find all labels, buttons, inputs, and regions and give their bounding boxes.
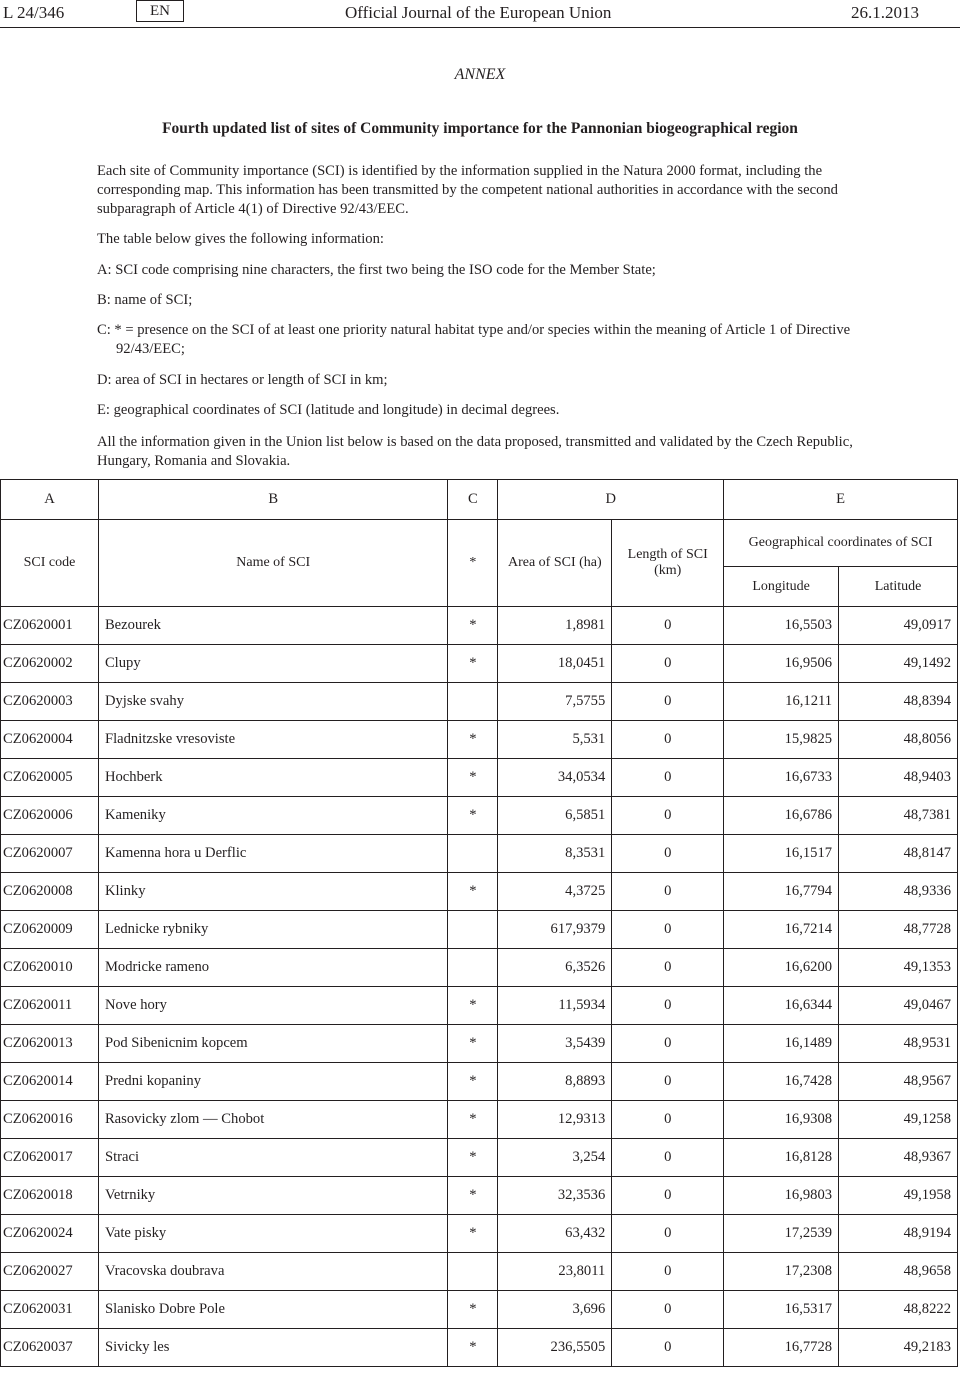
table-row: [1, 911, 958, 949]
sci-name: Predni kopaniny: [98, 1063, 447, 1101]
sci-name: Bezourek: [98, 607, 447, 645]
priority-marker: *: [448, 1291, 498, 1329]
table-row: [1, 607, 958, 645]
table-row: [1, 1329, 958, 1367]
header-length: Length of SCI (km): [612, 520, 724, 607]
sci-name: Fladnitzske vresoviste: [98, 721, 447, 759]
length-km: 0: [612, 683, 724, 721]
column-letter-b: B: [98, 480, 447, 520]
area-ha: 5,531: [498, 721, 612, 759]
longitude: 16,7794: [724, 873, 839, 911]
area-ha: 3,5439: [498, 1025, 612, 1063]
priority-marker: *: [448, 797, 498, 835]
sci-name: Rasovicky zlom — Chobot: [98, 1101, 447, 1139]
longitude: 16,5503: [724, 607, 839, 645]
table-row: [1, 1215, 958, 1253]
priority-marker: *: [448, 721, 498, 759]
length-km: 0: [612, 949, 724, 987]
priority-marker: *: [448, 873, 498, 911]
journal-reference: L 24/346: [3, 3, 65, 22]
header-sci-name: Name of SCI: [98, 520, 447, 607]
header-rule: [0, 27, 960, 28]
sci-name: Dyjske svahy: [98, 683, 447, 721]
sci-code: CZ0620037: [1, 1329, 99, 1367]
sci-name: Modricke rameno: [98, 949, 447, 987]
sci-name: Sivicky les: [98, 1329, 447, 1367]
priority-marker: *: [448, 645, 498, 683]
latitude: 48,8222: [839, 1291, 958, 1329]
length-km: 0: [612, 1101, 724, 1139]
priority-marker: *: [448, 1329, 498, 1367]
header-sci-code: SCI code: [1, 520, 99, 607]
longitude: 16,6786: [724, 797, 839, 835]
area-ha: 3,254: [498, 1139, 612, 1177]
document-title: Fourth updated list of sites of Community importance for the Pannonian biogeographical region: [162, 120, 798, 137]
sci-table: [0, 479, 958, 1367]
longitude: 16,6733: [724, 759, 839, 797]
area-ha: 6,3526: [498, 949, 612, 987]
sci-code: CZ0620008: [1, 873, 99, 911]
length-km: 0: [612, 645, 724, 683]
latitude: 48,9531: [839, 1025, 958, 1063]
priority-marker: *: [448, 607, 498, 645]
longitude: 16,1517: [724, 835, 839, 873]
sci-name: Slanisko Dobre Pole: [98, 1291, 447, 1329]
longitude: 15,9825: [724, 721, 839, 759]
length-km: 0: [612, 759, 724, 797]
table-row: [1, 1063, 958, 1101]
length-km: 0: [612, 1329, 724, 1367]
latitude: 49,2183: [839, 1329, 958, 1367]
sci-code: CZ0620027: [1, 1253, 99, 1291]
longitude: 16,6200: [724, 949, 839, 987]
latitude: 48,8056: [839, 721, 958, 759]
area-ha: 8,3531: [498, 835, 612, 873]
length-km: 0: [612, 797, 724, 835]
latitude: 49,0467: [839, 987, 958, 1025]
priority-marker: *: [448, 1215, 498, 1253]
area-ha: 4,3725: [498, 873, 612, 911]
table-intro-paragraph: The table below gives the following information:: [97, 231, 384, 247]
table-row: [1, 987, 958, 1025]
length-km: 0: [612, 1177, 724, 1215]
legend-item-c: C: * = presence on the SCI of at least one priority natural habitat type and/or species within the meaning of Article 1 of Directive 92/43/EEC;: [97, 322, 851, 357]
sci-code: CZ0620003: [1, 683, 99, 721]
latitude: 48,9194: [839, 1215, 958, 1253]
table-row: [1, 873, 958, 911]
length-km: 0: [612, 1291, 724, 1329]
latitude: 48,9403: [839, 759, 958, 797]
annex-label: ANNEX: [454, 66, 506, 83]
column-header-row: [1, 520, 958, 567]
sci-name: Hochberk: [98, 759, 447, 797]
area-ha: 63,432: [498, 1215, 612, 1253]
table-row: [1, 645, 958, 683]
sci-name: Vracovska doubrava: [98, 1253, 447, 1291]
sci-code: CZ0620006: [1, 797, 99, 835]
longitude: 16,7214: [724, 911, 839, 949]
priority-marker: *: [448, 759, 498, 797]
column-letter-d: D: [498, 480, 724, 520]
sci-code: CZ0620002: [1, 645, 99, 683]
sci-code: CZ0620005: [1, 759, 99, 797]
table-row: [1, 683, 958, 721]
priority-marker: [448, 949, 498, 987]
sci-code: CZ0620011: [1, 987, 99, 1025]
header-coordinates: Geographical coordinates of SCI: [724, 520, 958, 567]
table-row: [1, 1139, 958, 1177]
length-km: 0: [612, 1063, 724, 1101]
area-ha: 236,5505: [498, 1329, 612, 1367]
table-row: [1, 1291, 958, 1329]
area-ha: 23,8011: [498, 1253, 612, 1291]
length-km: 0: [612, 873, 724, 911]
header-priority: *: [448, 520, 498, 607]
priority-marker: [448, 683, 498, 721]
latitude: 48,8394: [839, 683, 958, 721]
priority-marker: *: [448, 1101, 498, 1139]
area-ha: 617,9379: [498, 911, 612, 949]
area-ha: 7,5755: [498, 683, 612, 721]
column-letter-e: E: [724, 480, 958, 520]
length-km: 0: [612, 1253, 724, 1291]
sci-code: CZ0620017: [1, 1139, 99, 1177]
priority-marker: *: [448, 987, 498, 1025]
legend-item-a: A: SCI code comprising nine characters, the first two being the ISO code for the Member State;: [97, 262, 656, 278]
sci-code: CZ0620001: [1, 607, 99, 645]
latitude: 49,1353: [839, 949, 958, 987]
priority-marker: [448, 1253, 498, 1291]
length-km: 0: [612, 987, 724, 1025]
longitude: 16,9506: [724, 645, 839, 683]
latitude: 49,1258: [839, 1101, 958, 1139]
table-row: [1, 949, 958, 987]
table-row: [1, 721, 958, 759]
area-ha: 18,0451: [498, 645, 612, 683]
sci-name: Vetrniky: [98, 1177, 447, 1215]
sci-code: CZ0620013: [1, 1025, 99, 1063]
length-km: 0: [612, 1025, 724, 1063]
latitude: 48,9367: [839, 1139, 958, 1177]
header-area: Area of SCI (ha): [498, 520, 612, 607]
longitude: 16,7428: [724, 1063, 839, 1101]
priority-marker: *: [448, 1063, 498, 1101]
sci-code: CZ0620014: [1, 1063, 99, 1101]
page-header: [0, 0, 960, 28]
legend-item-e: E: geographical coordinates of SCI (latitude and longitude) in decimal degrees.: [97, 402, 560, 418]
priority-marker: *: [448, 1025, 498, 1063]
table-row: [1, 1025, 958, 1063]
longitude: 16,8128: [724, 1139, 839, 1177]
latitude: 48,9658: [839, 1253, 958, 1291]
sci-code: CZ0620010: [1, 949, 99, 987]
language-badge: EN: [136, 0, 184, 22]
longitude: 16,5317: [724, 1291, 839, 1329]
table-row: [1, 835, 958, 873]
length-km: 0: [612, 721, 724, 759]
latitude: 48,7381: [839, 797, 958, 835]
sci-name: Klinky: [98, 873, 447, 911]
sci-code: CZ0620009: [1, 911, 99, 949]
table-row: [1, 1101, 958, 1139]
latitude: 48,7728: [839, 911, 958, 949]
table-row: [1, 1253, 958, 1291]
table-row: [1, 797, 958, 835]
priority-marker: *: [448, 1177, 498, 1215]
longitude: 17,2539: [724, 1215, 839, 1253]
publication-date: 26.1.2013: [851, 3, 919, 22]
priority-marker: *: [448, 1139, 498, 1177]
latitude: 49,1958: [839, 1177, 958, 1215]
length-km: 0: [612, 1215, 724, 1253]
legend-item-b: B: name of SCI;: [97, 292, 193, 308]
sci-name: Pod Sibenicnim kopcem: [98, 1025, 447, 1063]
latitude: 48,9567: [839, 1063, 958, 1101]
column-letter-row: [1, 480, 958, 520]
sci-name: Clupy: [98, 645, 447, 683]
sci-code: CZ0620007: [1, 835, 99, 873]
length-km: 0: [612, 911, 724, 949]
table-row: [1, 1177, 958, 1215]
sci-name: Nove hory: [98, 987, 447, 1025]
latitude: 49,0917: [839, 607, 958, 645]
latitude: 48,9336: [839, 873, 958, 911]
longitude: 17,2308: [724, 1253, 839, 1291]
journal-name: Official Journal of the European Union: [345, 3, 612, 22]
sci-name: Kamenna hora u Derflic: [98, 835, 447, 873]
longitude: 16,7728: [724, 1329, 839, 1367]
latitude: 48,8147: [839, 835, 958, 873]
intro-paragraph: Each site of Community importance (SCI) is identified by the information supplied in the Natura 2000 format, including the corresponding map. This information has been transmitted by the competent national authorities in accordance with the second subparagraph of Article 4(1) of Directive 92/43/EEC.: [97, 163, 838, 217]
longitude: 16,1211: [724, 683, 839, 721]
length-km: 0: [612, 1139, 724, 1177]
area-ha: 11,5934: [498, 987, 612, 1025]
legend-item-d: D: area of SCI in hectares or length of SCI in km;: [97, 372, 388, 388]
sci-name: Kameniky: [98, 797, 447, 835]
priority-marker: [448, 911, 498, 949]
length-km: 0: [612, 607, 724, 645]
latitude: 49,1492: [839, 645, 958, 683]
sci-code: CZ0620031: [1, 1291, 99, 1329]
area-ha: 34,0534: [498, 759, 612, 797]
header-latitude: Latitude: [839, 567, 958, 607]
longitude: 16,1489: [724, 1025, 839, 1063]
source-paragraph: All the information given in the Union list below is based on the data proposed, transmitted and validated by the Czech Republic, Hungary, Romania and Slovakia.: [97, 434, 853, 469]
sci-code: CZ0620024: [1, 1215, 99, 1253]
priority-marker: [448, 835, 498, 873]
table-row: [1, 759, 958, 797]
area-ha: 12,9313: [498, 1101, 612, 1139]
longitude: 16,6344: [724, 987, 839, 1025]
area-ha: 1,8981: [498, 607, 612, 645]
area-ha: 6,5851: [498, 797, 612, 835]
area-ha: 3,696: [498, 1291, 612, 1329]
column-letter-a: A: [1, 480, 99, 520]
sci-code: CZ0620004: [1, 721, 99, 759]
column-letter-c: C: [448, 480, 498, 520]
longitude: 16,9803: [724, 1177, 839, 1215]
area-ha: 32,3536: [498, 1177, 612, 1215]
sci-name: Lednicke rybniky: [98, 911, 447, 949]
header-longitude: Longitude: [724, 567, 839, 607]
longitude: 16,9308: [724, 1101, 839, 1139]
sci-code: CZ0620018: [1, 1177, 99, 1215]
sci-code: CZ0620016: [1, 1101, 99, 1139]
sci-name: Vate pisky: [98, 1215, 447, 1253]
length-km: 0: [612, 835, 724, 873]
area-ha: 8,8893: [498, 1063, 612, 1101]
sci-name: Straci: [98, 1139, 447, 1177]
